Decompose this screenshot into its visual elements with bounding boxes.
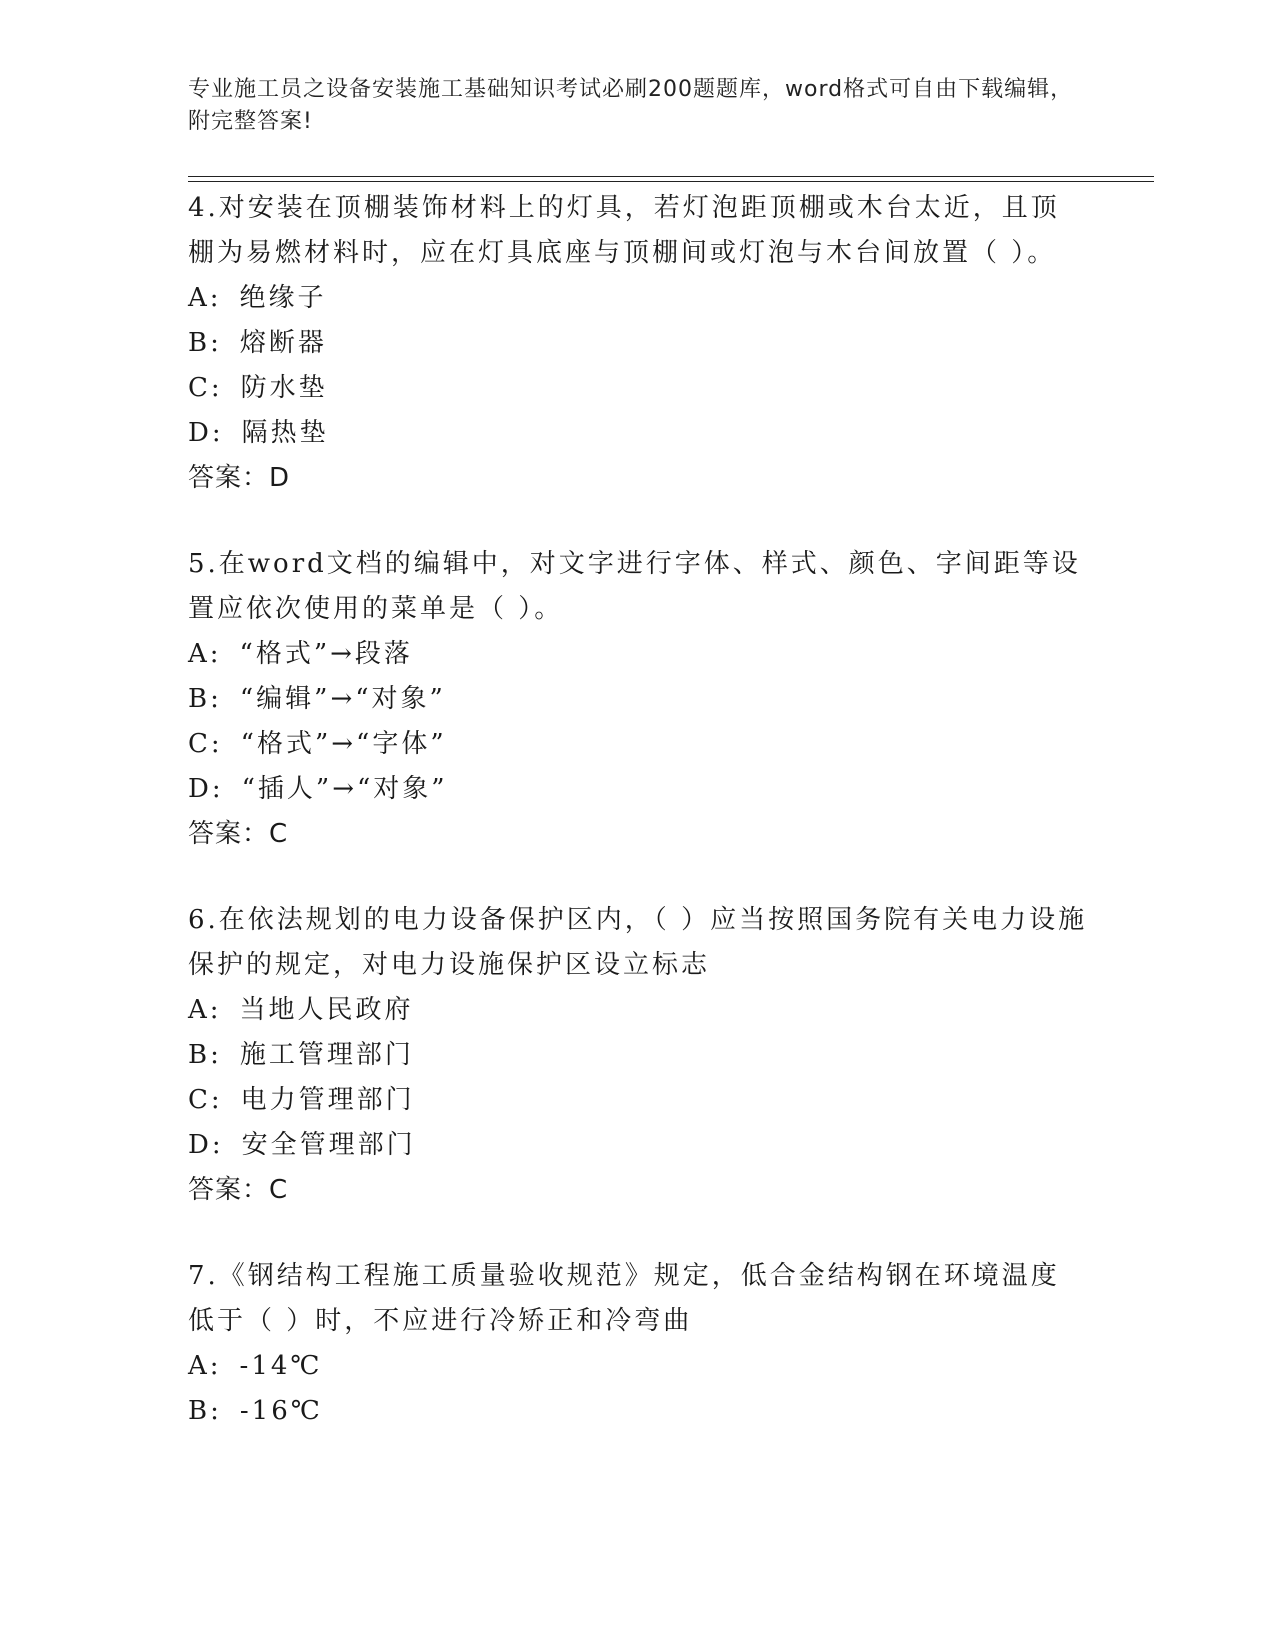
option-text: “插人”→“对象” (241, 774, 448, 804)
option-letter: C: (188, 373, 223, 403)
option-b (188, 321, 1088, 366)
option-letter: B: (188, 1040, 222, 1070)
question-5 (188, 542, 1088, 857)
option-letter: D: (188, 1130, 224, 1160)
question-stem: 7.《钢结构工程施工质量验收规范》规定，低合金结构钢在环境温度低于（ ）时，不应进行冷矫正和冷弯曲 (188, 1261, 1060, 1336)
answer: 答案：D (188, 463, 291, 493)
option-letter: D: (188, 418, 224, 448)
option-d (188, 1123, 1088, 1168)
option-letter: A: (188, 283, 222, 313)
answer: 答案：C (188, 819, 289, 849)
option-text: “格式”→段落 (239, 639, 413, 669)
option-text: -14℃ (239, 1351, 323, 1381)
option-c (188, 366, 1088, 411)
option-text: 安全管理部门 (241, 1130, 416, 1160)
option-letter: B: (188, 328, 222, 358)
option-b (188, 677, 1088, 722)
option-text: -16℃ (239, 1396, 323, 1426)
option-a (188, 988, 1088, 1033)
option-d (188, 411, 1088, 456)
option-text: 熔断器 (239, 328, 327, 358)
option-a (188, 276, 1088, 321)
answer: 答案：C (188, 1175, 289, 1205)
option-b (188, 1033, 1088, 1078)
header-rule-bottom (188, 181, 1154, 182)
option-letter: A: (188, 1351, 222, 1381)
option-a (188, 632, 1088, 677)
option-text: 隔热垫 (241, 418, 329, 448)
option-text: 当地人民政府 (239, 995, 414, 1025)
option-a (188, 1344, 1088, 1389)
option-letter: D: (188, 774, 224, 804)
document-header-title: 专业施工员之设备安装施工基础知识考试必刷200题题库，word格式可自由下载编辑，附完整答案! (188, 77, 1074, 134)
option-letter: A: (188, 639, 222, 669)
question-stem: 5.在word文档的编辑中，对文字进行字体、样式、颜色、字间距等设置应依次使用的菜单是（ ）。 (188, 549, 1081, 624)
question-stem: 4.对安装在顶棚装饰材料上的灯具，若灯泡距顶棚或木台太近，且顶棚为易燃材料时，应在灯具底座与顶棚间或灯泡与木台间放置（ ）。 (188, 193, 1060, 268)
option-text: “格式”→“字体” (240, 729, 447, 759)
header-rule-top (188, 176, 1154, 177)
option-d (188, 767, 1088, 812)
option-letter: C: (188, 1085, 223, 1115)
option-letter: B: (188, 1396, 222, 1426)
option-text: 电力管理部门 (240, 1085, 415, 1115)
question-4 (188, 186, 1088, 501)
option-text: 绝缘子 (239, 283, 327, 313)
option-text: “编辑”→“对象” (239, 684, 446, 714)
option-c (188, 1078, 1088, 1123)
option-letter: A: (188, 995, 222, 1025)
question-6 (188, 898, 1088, 1213)
option-letter: B: (188, 684, 222, 714)
option-b (188, 1389, 1088, 1434)
option-text: 防水垫 (240, 373, 328, 403)
question-7 (188, 1254, 1088, 1434)
option-c (188, 722, 1088, 767)
option-text: 施工管理部门 (239, 1040, 414, 1070)
question-stem: 6.在依法规划的电力设备保护区内，（ ）应当按照国务院有关电力设施保护的规定，对电力设施保护区设立标志 (188, 905, 1088, 980)
option-letter: C: (188, 729, 223, 759)
